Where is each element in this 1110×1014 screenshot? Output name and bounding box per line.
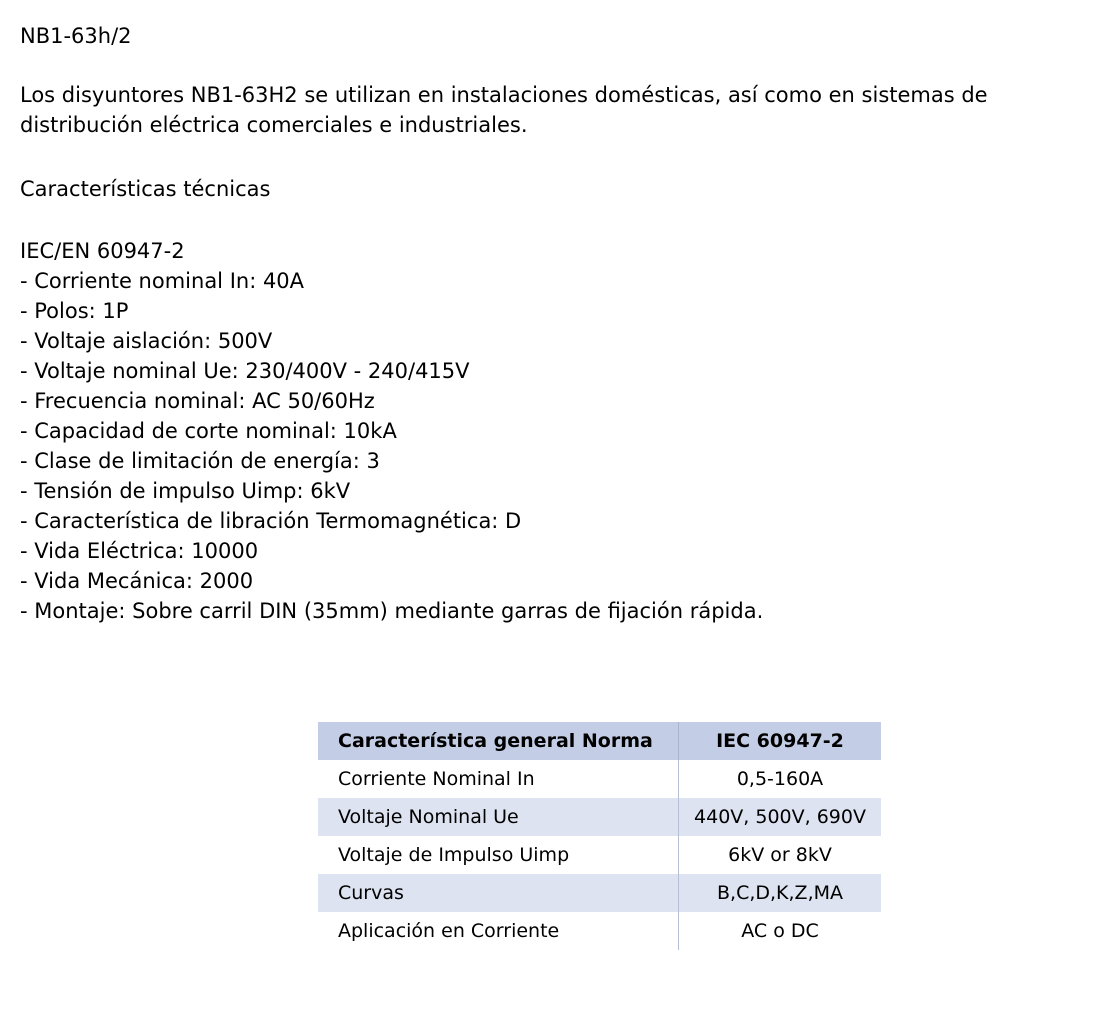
list-item: - Frecuencia nominal: AC 50/60Hz bbox=[20, 389, 375, 413]
list-item: - Voltaje nominal Ue: 230/400V - 240/415V bbox=[20, 359, 470, 383]
general-features-table-container bbox=[20, 722, 1090, 950]
standard-reference: IEC/EN 60947-2 bbox=[20, 239, 185, 263]
table-row bbox=[318, 874, 881, 912]
page-title: NB1-63h/2 bbox=[20, 24, 132, 48]
intro-paragraph: Los disyuntores NB1-63H2 se utilizan en instalaciones domésticas, así como en sistemas de distribución eléctrica comerciales e industriales. bbox=[20, 83, 988, 137]
list-item: - Vida Eléctrica: 10000 bbox=[20, 539, 259, 563]
list-item: - Vida Mecánica: 2000 bbox=[20, 569, 254, 593]
table-cell-value: B,C,D,K,Z,MA bbox=[679, 874, 882, 912]
table-cell-value: AC o DC bbox=[741, 920, 819, 942]
table-cell-label: Corriente Nominal In bbox=[318, 760, 679, 798]
table-row bbox=[318, 798, 881, 836]
general-features-table bbox=[318, 722, 881, 950]
list-item: - Clase de limitación de energía: 3 bbox=[20, 449, 380, 473]
list-item: - Característica de libración Termomagnética: D bbox=[20, 509, 522, 533]
specification-list bbox=[20, 266, 1090, 626]
table-header-cell-standard: IEC 60947-2 bbox=[679, 722, 882, 760]
table-cell-label: Voltaje Nominal Ue bbox=[318, 798, 679, 836]
table-header-cell-feature: Característica general Norma bbox=[318, 722, 679, 760]
section-heading-technical-features: Características técnicas bbox=[20, 177, 271, 201]
table-cell-label: Curvas bbox=[318, 874, 679, 912]
table-cell-value: 440V, 500V, 690V bbox=[679, 798, 882, 836]
list-item: - Tensión de impulso Uimp: 6kV bbox=[20, 479, 351, 503]
table-cell-value: 0,5-160A bbox=[736, 768, 824, 790]
table-row bbox=[318, 760, 881, 798]
list-item: - Voltaje aislación: 500V bbox=[20, 329, 273, 353]
table-header-row bbox=[318, 722, 881, 760]
list-item: - Montaje: Sobre carril DIN (35mm) mediante garras de fijación rápida. bbox=[20, 599, 764, 623]
table-cell-value: 6kV or 8kV bbox=[728, 844, 832, 866]
list-item: - Corriente nominal In: 40A bbox=[20, 269, 305, 293]
table-row bbox=[318, 912, 881, 950]
table-row bbox=[318, 836, 881, 874]
list-item: - Polos: 1P bbox=[20, 299, 129, 323]
table-cell-label: Aplicación en Corriente bbox=[318, 912, 679, 950]
table-cell-label: Voltaje de Impulso Uimp bbox=[318, 836, 679, 874]
list-item: - Capacidad de corte nominal: 10kA bbox=[20, 419, 397, 443]
